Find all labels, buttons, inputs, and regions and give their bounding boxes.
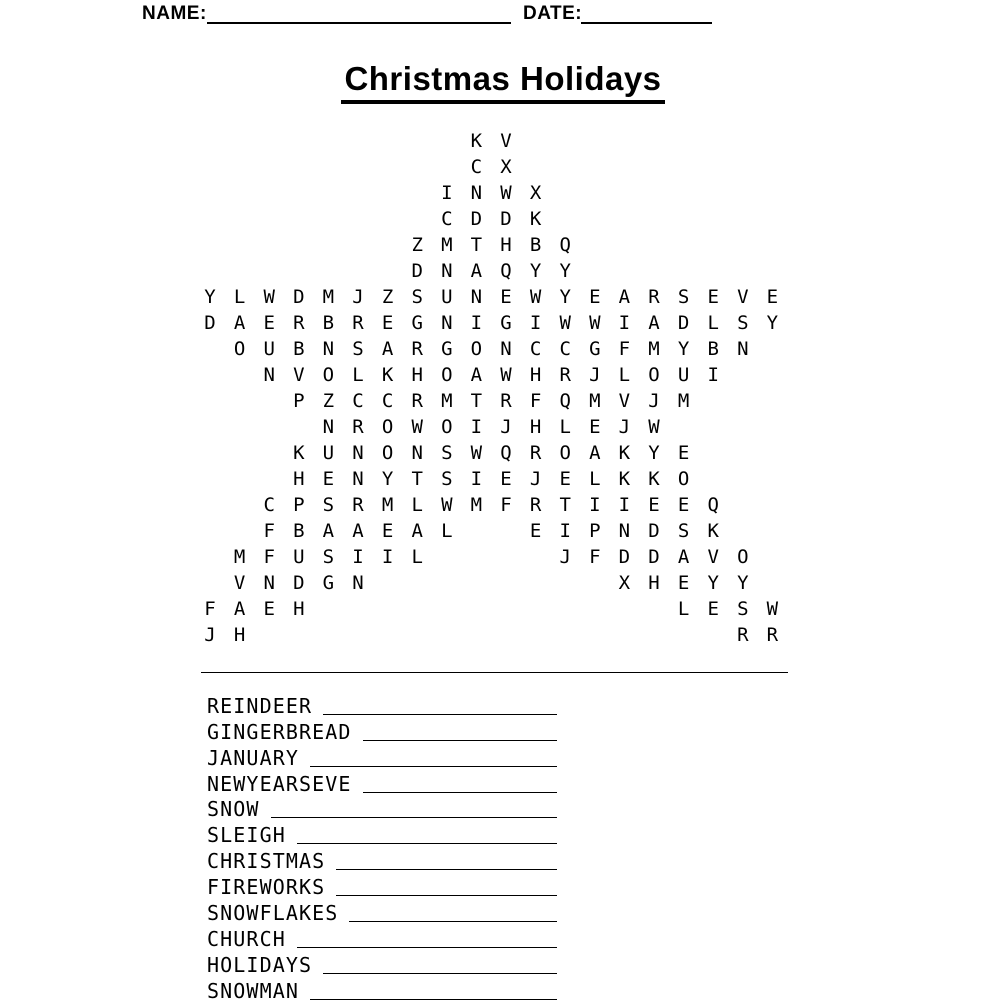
grid-letter: Y — [204, 286, 216, 308]
grid-letter: B — [707, 338, 719, 360]
grid-letter: Y — [766, 312, 779, 334]
grid-letter: I — [618, 494, 631, 516]
grid-letter: J — [559, 546, 571, 568]
word-blank-line — [363, 792, 557, 793]
grid-letter: F — [500, 494, 512, 516]
grid-letter: A — [381, 338, 394, 360]
grid-letter: Z — [322, 390, 335, 412]
grid-letter: I — [441, 182, 453, 204]
grid-letter: K — [648, 468, 660, 490]
grid-letter: H — [411, 364, 423, 386]
grid-letter: H — [648, 572, 660, 594]
word-list-item — [207, 847, 557, 873]
grid-letter: U — [322, 442, 335, 464]
grid-letter: J — [618, 416, 631, 438]
grid-letter: W — [500, 364, 512, 386]
grid-letter: Y — [737, 572, 749, 594]
grid-letter: R — [529, 494, 542, 516]
grid-letter: S — [352, 338, 364, 360]
grid-letter: F — [263, 520, 275, 542]
grid-letter: O — [322, 364, 335, 386]
grid-letter: R — [648, 286, 660, 308]
grid-letter: D — [648, 520, 660, 542]
grid-letter: E — [263, 598, 275, 620]
grid-letter: B — [322, 312, 335, 334]
grid-letter: P — [589, 520, 601, 542]
grid-letter: J — [648, 390, 660, 412]
grid-letter: R — [559, 364, 571, 386]
grid-letter: D — [293, 286, 305, 308]
grid-letter: M — [381, 494, 394, 516]
grid-letter: N — [470, 286, 483, 308]
grid-letter: W — [441, 494, 453, 516]
grid-letter: C — [352, 390, 364, 412]
grid-letter: C — [441, 208, 453, 230]
grid-letter: Y — [707, 572, 719, 594]
word-label: FIREWORKS — [207, 875, 326, 900]
grid-letter: S — [411, 286, 423, 308]
grid-letter: S — [322, 546, 335, 568]
grid-letter: X — [618, 572, 631, 594]
title-wrap — [0, 61, 1006, 104]
grid-letter: J — [589, 364, 601, 386]
grid-letter: N — [470, 182, 483, 204]
grid-letter: N — [352, 442, 364, 464]
grid-letter: O — [677, 468, 690, 490]
grid-letter: W — [559, 312, 571, 334]
grid-letter: C — [381, 390, 394, 412]
grid-letter: L — [618, 364, 631, 386]
word-blank-line — [323, 714, 557, 715]
grid-letter: S — [677, 286, 690, 308]
grid-letter: V — [500, 130, 512, 152]
word-list-item — [207, 770, 557, 796]
grid-letter: L — [589, 468, 601, 490]
grid-letter: D — [470, 208, 483, 230]
grid-letter: Y — [559, 286, 571, 308]
grid-letter: I — [529, 312, 542, 334]
grid-letter: I — [352, 546, 364, 568]
grid-letter: N — [352, 572, 364, 594]
word-label: SNOWFLAKES — [207, 901, 339, 926]
grid-letter: L — [352, 364, 364, 386]
word-blank-line — [297, 947, 557, 948]
grid-letter: E — [677, 494, 690, 516]
grid-letter: D — [648, 546, 660, 568]
grid-letter: R — [411, 390, 423, 412]
grid-letter: R — [293, 312, 305, 334]
grid-letter: B — [293, 338, 305, 360]
grid-letter: O — [648, 364, 660, 386]
grid-letter: D — [411, 260, 423, 282]
word-blank-line — [323, 973, 557, 974]
grid-letter: K — [293, 442, 305, 464]
grid-letter: E — [648, 494, 660, 516]
grid-letter: M — [441, 234, 453, 256]
grid-letter: V — [293, 364, 305, 386]
grid-letter: A — [233, 598, 246, 620]
grid-letter: F — [589, 546, 601, 568]
grid-letter: E — [766, 286, 779, 308]
grid-letter: N — [411, 442, 423, 464]
word-blank-line — [310, 999, 557, 1000]
grid-letter: I — [559, 520, 571, 542]
word-label: HOLIDAYS — [207, 952, 313, 977]
word-list-item — [207, 925, 557, 951]
grid-letter: W — [263, 286, 275, 308]
grid-letter: E — [263, 312, 275, 334]
grid-letter: E — [589, 286, 601, 308]
grid-letter: O — [441, 364, 453, 386]
grid-letter: E — [589, 416, 601, 438]
word-label: SNOWMAN — [207, 978, 299, 1003]
name-blank-line — [207, 0, 511, 24]
grid-letter: Y — [648, 442, 660, 464]
grid-letter: B — [529, 234, 542, 256]
grid-letter: L — [707, 312, 719, 334]
grid-letter: W — [411, 416, 423, 438]
grid-letter: T — [411, 468, 423, 490]
grid-letter: S — [441, 468, 453, 490]
word-blank-line — [336, 869, 557, 870]
grid-letter: I — [470, 416, 483, 438]
grid-letter: K — [470, 130, 483, 152]
separator-line — [201, 672, 788, 673]
grid-letter: G — [441, 338, 453, 360]
grid-letter: E — [381, 312, 394, 334]
grid-letter: O — [233, 338, 246, 360]
grid-letter: L — [411, 494, 423, 516]
grid-letter: S — [737, 312, 749, 334]
grid-letter: C — [470, 156, 483, 178]
grid-letter: C — [559, 338, 571, 360]
grid-letter: H — [529, 364, 542, 386]
name-label: NAME: — [142, 3, 207, 24]
word-blank-line — [349, 921, 557, 922]
word-blank-line — [297, 843, 557, 844]
grid-letter: X — [529, 182, 542, 204]
grid-letter: D — [293, 572, 305, 594]
grid-letter: H — [233, 624, 246, 646]
grid-letter: O — [559, 442, 571, 464]
grid-letter: D — [618, 546, 631, 568]
grid-letter: H — [293, 598, 305, 620]
grid-letter: Z — [411, 234, 423, 256]
word-list-item — [207, 692, 557, 718]
grid-letter: D — [500, 208, 512, 230]
word-label: SLEIGH — [207, 823, 286, 848]
grid-letter: N — [441, 312, 453, 334]
grid-letter: Q — [500, 442, 512, 464]
grid-letter: S — [737, 598, 749, 620]
grid-letter: M — [470, 494, 483, 516]
grid-letter: L — [559, 416, 571, 438]
grid-letter: N — [263, 572, 275, 594]
word-list-item — [207, 796, 557, 822]
grid-letter: Y — [529, 260, 542, 282]
page-title: Christmas Holidays — [341, 61, 664, 104]
grid-letter: C — [529, 338, 542, 360]
word-blank-line — [363, 740, 557, 741]
grid-letter: N — [322, 338, 335, 360]
grid-letter: R — [737, 624, 749, 646]
grid-letter: V — [618, 390, 631, 412]
word-label: CHURCH — [207, 926, 286, 951]
grid-letter: Y — [677, 338, 690, 360]
grid-letter: A — [677, 546, 690, 568]
grid-letter: S — [677, 520, 690, 542]
grid-letter: T — [559, 494, 571, 516]
grid-letter: A — [618, 286, 631, 308]
grid-letter: Q — [707, 494, 719, 516]
grid-letter: Q — [500, 260, 512, 282]
grid-letter: J — [529, 468, 542, 490]
grid-letter: K — [529, 208, 542, 230]
grid-letter: N — [352, 468, 364, 490]
grid-letter: J — [204, 624, 216, 646]
word-search-grid — [195, 128, 787, 648]
grid-letter: E — [707, 286, 719, 308]
date-label: DATE: — [523, 3, 583, 24]
word-list-item — [207, 718, 557, 744]
grid-letter: D — [204, 312, 216, 334]
word-list — [207, 692, 557, 1003]
grid-letter: T — [470, 390, 483, 412]
word-blank-line — [310, 766, 557, 767]
grid-letter: L — [677, 598, 690, 620]
grid-letter: E — [677, 442, 690, 464]
grid-letter: D — [677, 312, 690, 334]
grid-letter: C — [263, 494, 275, 516]
grid-letter: K — [707, 520, 719, 542]
grid-letter: R — [352, 416, 364, 438]
grid-letter: I — [618, 312, 631, 334]
grid-letter: O — [381, 416, 394, 438]
grid-letter: A — [233, 312, 246, 334]
grid-letter: R — [500, 390, 512, 412]
grid-letter: E — [500, 286, 512, 308]
grid-letter: T — [470, 234, 483, 256]
grid-letter: R — [766, 624, 779, 646]
grid-letter: R — [529, 442, 542, 464]
word-list-item — [207, 873, 557, 899]
grid-letter: R — [411, 338, 423, 360]
grid-letter: E — [559, 468, 571, 490]
grid-letter: F — [263, 546, 275, 568]
grid-letter: H — [529, 416, 542, 438]
word-label: CHRISTMAS — [207, 849, 326, 874]
grid-letter: M — [677, 390, 690, 412]
grid-letter: A — [470, 260, 483, 282]
grid-letter: F — [204, 598, 216, 620]
word-list-item — [207, 821, 557, 847]
grid-letter: B — [293, 520, 305, 542]
grid-letter: I — [470, 312, 483, 334]
word-list-item — [207, 977, 557, 1003]
word-blank-line — [336, 895, 557, 896]
grid-letter: S — [441, 442, 453, 464]
grid-letter: V — [233, 572, 246, 594]
grid-letter: Z — [381, 286, 394, 308]
grid-letter: W — [470, 442, 483, 464]
grid-letter: I — [589, 494, 601, 516]
grid-letter: I — [470, 468, 483, 490]
grid-letter: X — [500, 156, 512, 178]
grid-letter: Q — [559, 234, 571, 256]
grid-letter: K — [618, 442, 631, 464]
grid-letter: G — [589, 338, 601, 360]
grid-letter: L — [233, 286, 246, 308]
grid-letter: A — [648, 312, 660, 334]
grid-letter: V — [737, 286, 749, 308]
grid-letter: N — [737, 338, 749, 360]
grid-letter: E — [707, 598, 719, 620]
grid-letter: Y — [559, 260, 571, 282]
grid-letter: W — [648, 416, 660, 438]
word-label: NEWYEARSEVE — [207, 771, 352, 796]
grid-letter: F — [618, 338, 631, 360]
grid-letter: E — [500, 468, 512, 490]
grid-letter: R — [352, 312, 364, 334]
grid-letter: R — [352, 494, 364, 516]
grid-letter: A — [411, 520, 423, 542]
grid-letter: I — [707, 364, 719, 386]
grid-letter: I — [381, 546, 394, 568]
grid-letter: F — [529, 390, 542, 412]
grid-letter: A — [470, 364, 483, 386]
word-label: SNOW — [207, 797, 260, 822]
grid-letter: G — [500, 312, 512, 334]
grid-letter: A — [352, 520, 364, 542]
word-label: GINGERBREAD — [207, 719, 352, 744]
grid-letter: L — [441, 520, 453, 542]
grid-letter: Q — [559, 390, 571, 412]
grid-letter: U — [441, 286, 453, 308]
grid-letter: N — [441, 260, 453, 282]
word-list-item — [207, 744, 557, 770]
word-label: REINDEER — [207, 693, 313, 718]
grid-letter: P — [293, 494, 305, 516]
grid-letter: O — [441, 416, 453, 438]
word-blank-line — [271, 817, 557, 818]
grid-letter: E — [677, 572, 690, 594]
grid-letter: J — [500, 416, 512, 438]
grid-letter: O — [470, 338, 483, 360]
grid-letter: G — [411, 312, 423, 334]
grid-letter: A — [589, 442, 601, 464]
grid-letter: H — [293, 468, 305, 490]
grid-letter: N — [263, 364, 275, 386]
grid-letter: W — [529, 286, 542, 308]
grid-letter: P — [293, 390, 305, 412]
grid-letter: K — [618, 468, 631, 490]
grid-letter: U — [677, 364, 690, 386]
grid-letter: N — [500, 338, 512, 360]
grid-letter: L — [411, 546, 423, 568]
grid-letter: J — [352, 286, 364, 308]
grid-letter: M — [233, 546, 246, 568]
grid-letter: V — [707, 546, 719, 568]
grid-letter: M — [589, 390, 601, 412]
grid-letter: M — [322, 286, 335, 308]
grid-letter: N — [618, 520, 631, 542]
grid-letter: E — [381, 520, 394, 542]
grid-letter: K — [381, 364, 394, 386]
grid-letter: O — [737, 546, 749, 568]
word-list-item — [207, 899, 557, 925]
grid-letter: U — [293, 546, 305, 568]
grid-letter: G — [322, 572, 335, 594]
date-blank-line — [581, 0, 712, 24]
grid-letter: E — [322, 468, 335, 490]
grid-letter: M — [441, 390, 453, 412]
grid-letter: A — [322, 520, 335, 542]
grid-letter: O — [381, 442, 394, 464]
grid-letter: M — [648, 338, 660, 360]
word-list-item — [207, 951, 557, 977]
grid-letter: U — [263, 338, 275, 360]
grid-letter: S — [322, 494, 335, 516]
grid-letter: Y — [381, 468, 394, 490]
grid-letter: H — [500, 234, 512, 256]
grid-letter: N — [322, 416, 335, 438]
grid-letter: W — [589, 312, 601, 334]
grid-letter: W — [500, 182, 512, 204]
grid-letter: E — [529, 520, 542, 542]
word-label: JANUARY — [207, 745, 299, 770]
grid-letter: W — [766, 598, 779, 620]
